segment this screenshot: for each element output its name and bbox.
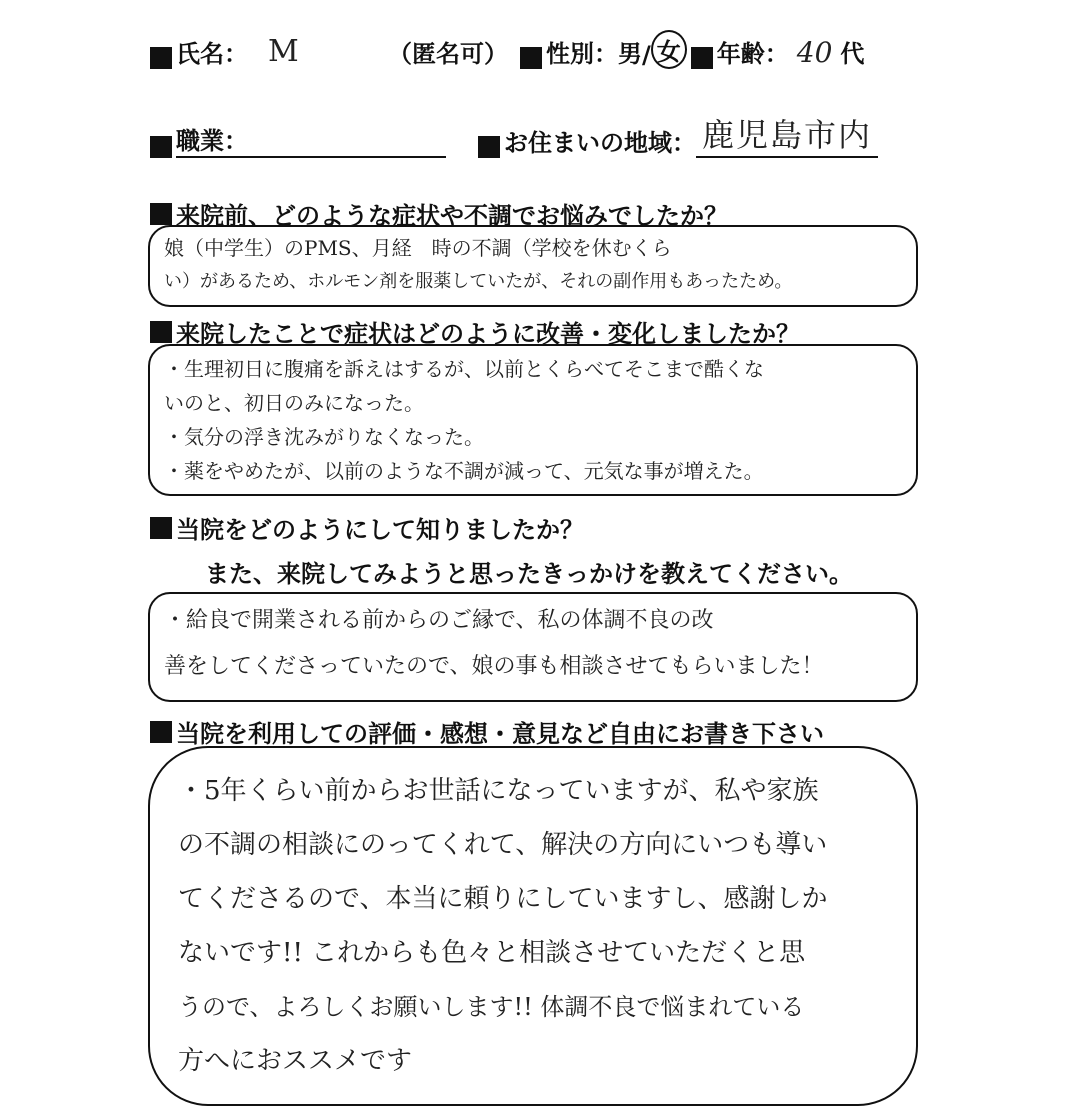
area-label: お住まいの地域：: [504, 129, 696, 157]
bullet-square-icon: [691, 47, 713, 69]
answer-line: ・生理初日に腹痛を訴えはするが、以前とくらべてそこまで酷くな: [164, 357, 764, 381]
anonymous-note: （匿名可）: [388, 40, 508, 68]
answer-line: 善をしてくださっていたので、娘の事も相談させてもらいました！: [164, 654, 824, 679]
gender-female-circled: 女: [651, 30, 687, 69]
name-label: 氏名：: [176, 40, 248, 68]
section-4-title: 当院を利用しての評価・感想・意見など自由にお書き下さい: [150, 714, 824, 749]
bullet-square-icon: [150, 203, 172, 225]
section-3-title: 当院をどのようにして知りましたか？: [150, 510, 584, 545]
job-field: [176, 121, 446, 158]
bullet-square-icon: [478, 136, 500, 158]
name-value: M: [268, 34, 299, 69]
section-2-title: 来院したことで症状はどのように改善・変化しましたか？: [150, 314, 800, 349]
gender-separator: /: [642, 41, 651, 69]
name-row: [150, 30, 864, 69]
bullet-square-icon: [150, 721, 172, 743]
answer-line: の不調の相談にのってくれて、解決の方向にいつも導い: [178, 830, 828, 860]
answer-line: てくださるので、本当に頼りにしていますし、感謝しか: [178, 884, 828, 914]
section-1-answer-box: [148, 225, 918, 307]
area-value: 鹿児島市内: [696, 110, 878, 158]
answer-line: ないです!! これからも色々と相談させていただくと思: [178, 938, 806, 968]
answer-line: うので、よろしくお願いします!! 体調不良で悩まれている: [178, 993, 805, 1021]
section-3-subtitle: また、来院してみようと思ったきっかけを教えてください。: [205, 560, 853, 588]
answer-line: ・5年くらい前からお世話になっていますが、私や家族: [178, 776, 819, 806]
bullet-square-icon: [150, 321, 172, 343]
answer-line: い）があるため、ホルモン剤を服薬していたが、それの副作用もあったため。: [164, 271, 793, 292]
section-2-answer-box: [148, 344, 918, 496]
answer-line: いのと、初日のみになった。: [164, 391, 424, 415]
job-label: 職業：: [176, 127, 248, 155]
bullet-square-icon: [150, 517, 172, 539]
answer-line: 方へにおススメです: [178, 1046, 413, 1076]
section-3-answer-box: [148, 592, 918, 702]
bullet-square-icon: [520, 47, 542, 69]
gender-label: 性別：: [546, 40, 618, 68]
age-value: 40: [796, 36, 833, 69]
answer-line: 娘（中学生）のPMS、月経 時の不調（学校を休むくら: [164, 236, 672, 260]
bullet-square-icon: [150, 136, 172, 158]
answer-line: ・気分の浮き沈みがりなくなった。: [164, 425, 484, 449]
age-label: 年齢：: [716, 40, 789, 68]
section-4-answer-box: [148, 746, 918, 1106]
answer-line: ・薬をやめたが、以前のような不調が減って、元気な事が増えた。: [164, 459, 764, 483]
bullet-square-icon: [150, 47, 172, 69]
gender-male: 男: [618, 40, 642, 68]
answer-line: ・給良で開業される前からのご縁で、私の体調不良の改: [164, 608, 714, 633]
section-1-title: 来院前、どのような症状や不調でお悩みでしたか？: [150, 196, 728, 231]
age-unit: 代: [840, 40, 865, 68]
job-row: [150, 110, 878, 158]
